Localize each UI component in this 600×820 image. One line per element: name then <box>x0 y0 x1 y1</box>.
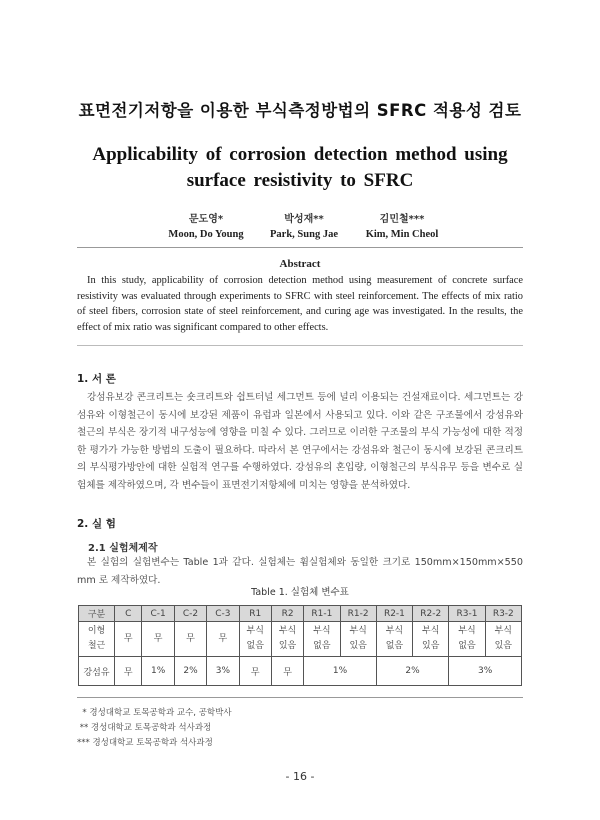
author-3-en: Kim, Min Cheol <box>365 229 439 240</box>
cell-text: 무 <box>123 633 133 644</box>
label-line: 철근 <box>87 641 106 651</box>
cell-text: 있음 <box>422 641 440 651</box>
section-2-text: 본 실험의 실험변수는 Table 1과 같다. 실험체는 휨실험체와 동일한 크기로 150mm×150mm×550 mm 로 제작하였다. <box>77 557 523 586</box>
table-cell <box>115 622 142 657</box>
table-header-cell: R3-2 <box>485 606 521 622</box>
table-cell: 1% <box>304 657 377 686</box>
table-header-cell: C-2 <box>174 606 206 622</box>
cell-text: 있음 <box>278 641 297 651</box>
table-cell <box>207 622 239 657</box>
divider-top <box>77 247 523 248</box>
cell-text: 없음 <box>313 641 331 651</box>
table-cell <box>376 622 412 657</box>
label-line: 이형 <box>87 626 106 636</box>
table-header-cell: C-3 <box>207 606 239 622</box>
cell-text: 무 <box>218 633 228 644</box>
table-row-rebar <box>79 622 522 657</box>
table-cell <box>485 622 521 657</box>
table-header-cell: R1-1 <box>304 606 340 622</box>
table-cell: 무 <box>239 657 271 686</box>
table-cell <box>449 622 485 657</box>
cell-text: 없음 <box>458 641 476 651</box>
divider-abstract <box>77 345 523 346</box>
cell-text: 부식 <box>458 626 476 636</box>
abstract-text: In this study, applicability of corrosion detection method using measurement of concrete surface resistivity was evaluated through experiments to SFRC with steel reinforcement. The effects of mix ratio of steel fibers, corrosion state of steel reinforcement, and curing age was investigated. In the results, the effect of mix ratio was significant compared to other effects. <box>77 275 523 333</box>
page-number: - 16 - <box>285 770 315 783</box>
table-header-cell: R1 <box>239 606 271 622</box>
author-3-ko: 김민철*** <box>379 214 425 225</box>
cell-text: 부식 <box>278 626 297 636</box>
table-cell: 2% <box>376 657 449 686</box>
table-cell <box>413 622 449 657</box>
table-header-cell: R1-2 <box>340 606 376 622</box>
cell-text: 있음 <box>494 641 512 651</box>
section-1-text: 강섬유보강 콘크리트는 숏크리트와 쉽트터널 세그먼트 등에 널리 이용되는 건설재료이다. 세그먼트는 강섬유와 이형철근이 동시에 보강된 제품이 유럽과 일본에서 사용되고 있다. 이와 같은 구조물에서 강섬유와 철근의 부식은 장기적 내구성능에 영향을 미칠 수 있다. 그러므로 이러한 구조물의 부식 가능성에 대한 적정한 평가가 가능한 방법의 도출이 필요하다. 따라서 본 연구에서는 강섬유와 철근이 동시에 보강된 콘크리트의 부식평가방안에 대한 실험적 연구를 수행하였다. 강섬유의 혼입량, 이형철근의 부식유무 등을 변수로 실험체를 제작하였으며, 각 변수들이 표면전기저항체에 미치는 영향을 분석하였다. <box>77 392 523 491</box>
abstract-heading: Abstract <box>279 258 321 270</box>
table-row-steel-fiber <box>79 657 522 686</box>
table-header-cell: R2-2 <box>413 606 449 622</box>
footnote-divider <box>77 697 523 698</box>
cell-text: 있음 <box>349 641 367 651</box>
cell-text: 없음 <box>385 641 404 651</box>
author-3 <box>327 210 477 240</box>
table-row-label: 강섬유 <box>79 657 115 686</box>
table-header-cell: R2-1 <box>376 606 412 622</box>
author-2-ko: 박성재** <box>284 214 324 225</box>
footnote-3: *** 경성대학교 토목공학과 석사과정 <box>77 738 213 748</box>
table-caption: Table 1. 실험체 변수표 <box>251 587 349 598</box>
korean-title: 표면전기저항을 이용한 부식측정방법의 SFRC 적용성 검토 <box>78 101 522 120</box>
subsection-2-1-heading: 2.1 실험체제작 <box>88 543 158 554</box>
table-cell <box>304 622 340 657</box>
section-1-heading: 1. 서 론 <box>77 373 116 385</box>
cell-text: 부식 <box>494 626 512 636</box>
footnote-2: ** 경성대학교 토목공학과 석사과정 <box>77 723 212 733</box>
cell-text: 부식 <box>385 626 404 636</box>
cell-text: 부식 <box>246 626 264 636</box>
table-cell: 3% <box>449 657 522 686</box>
cell-text: 무 <box>186 633 195 644</box>
author-1-ko: 문도영* <box>188 214 224 225</box>
variables-table <box>78 605 522 686</box>
english-title: Applicability of corrosion detection method using surface resistivity to SFRC <box>92 144 508 191</box>
table-header-cell: C <box>115 606 142 622</box>
table-header-cell: R2 <box>271 606 303 622</box>
author-2-en: Park, Sung Jae <box>270 229 338 240</box>
table-cell: 무 <box>115 657 142 686</box>
table-cell <box>271 622 303 657</box>
table-cell: 3% <box>207 657 239 686</box>
author-1-en: Moon, Do Young <box>168 229 244 240</box>
cell-text: 없음 <box>246 641 264 651</box>
section-2-heading: 2. 실 험 <box>77 518 116 530</box>
table-cell: 1% <box>142 657 174 686</box>
table-cell <box>174 622 206 657</box>
cell-text: 무 <box>153 633 163 644</box>
table-header-cell: R3-1 <box>449 606 485 622</box>
cell-text: 부식 <box>313 626 331 636</box>
table-cell: 무 <box>271 657 303 686</box>
cell-text: 부식 <box>349 626 367 636</box>
table-row-label <box>79 622 115 657</box>
cell-text: 부식 <box>422 626 440 636</box>
table-cell <box>340 622 376 657</box>
footnote-1: * 경성대학교 토목공학과 교수, 공학박사 <box>77 708 232 718</box>
table-cell: 2% <box>174 657 206 686</box>
table-header-row <box>79 606 522 622</box>
table-header-cell: 구분 <box>79 606 115 622</box>
table-cell <box>142 622 174 657</box>
table-cell <box>239 622 271 657</box>
table-header-cell: C-1 <box>142 606 174 622</box>
